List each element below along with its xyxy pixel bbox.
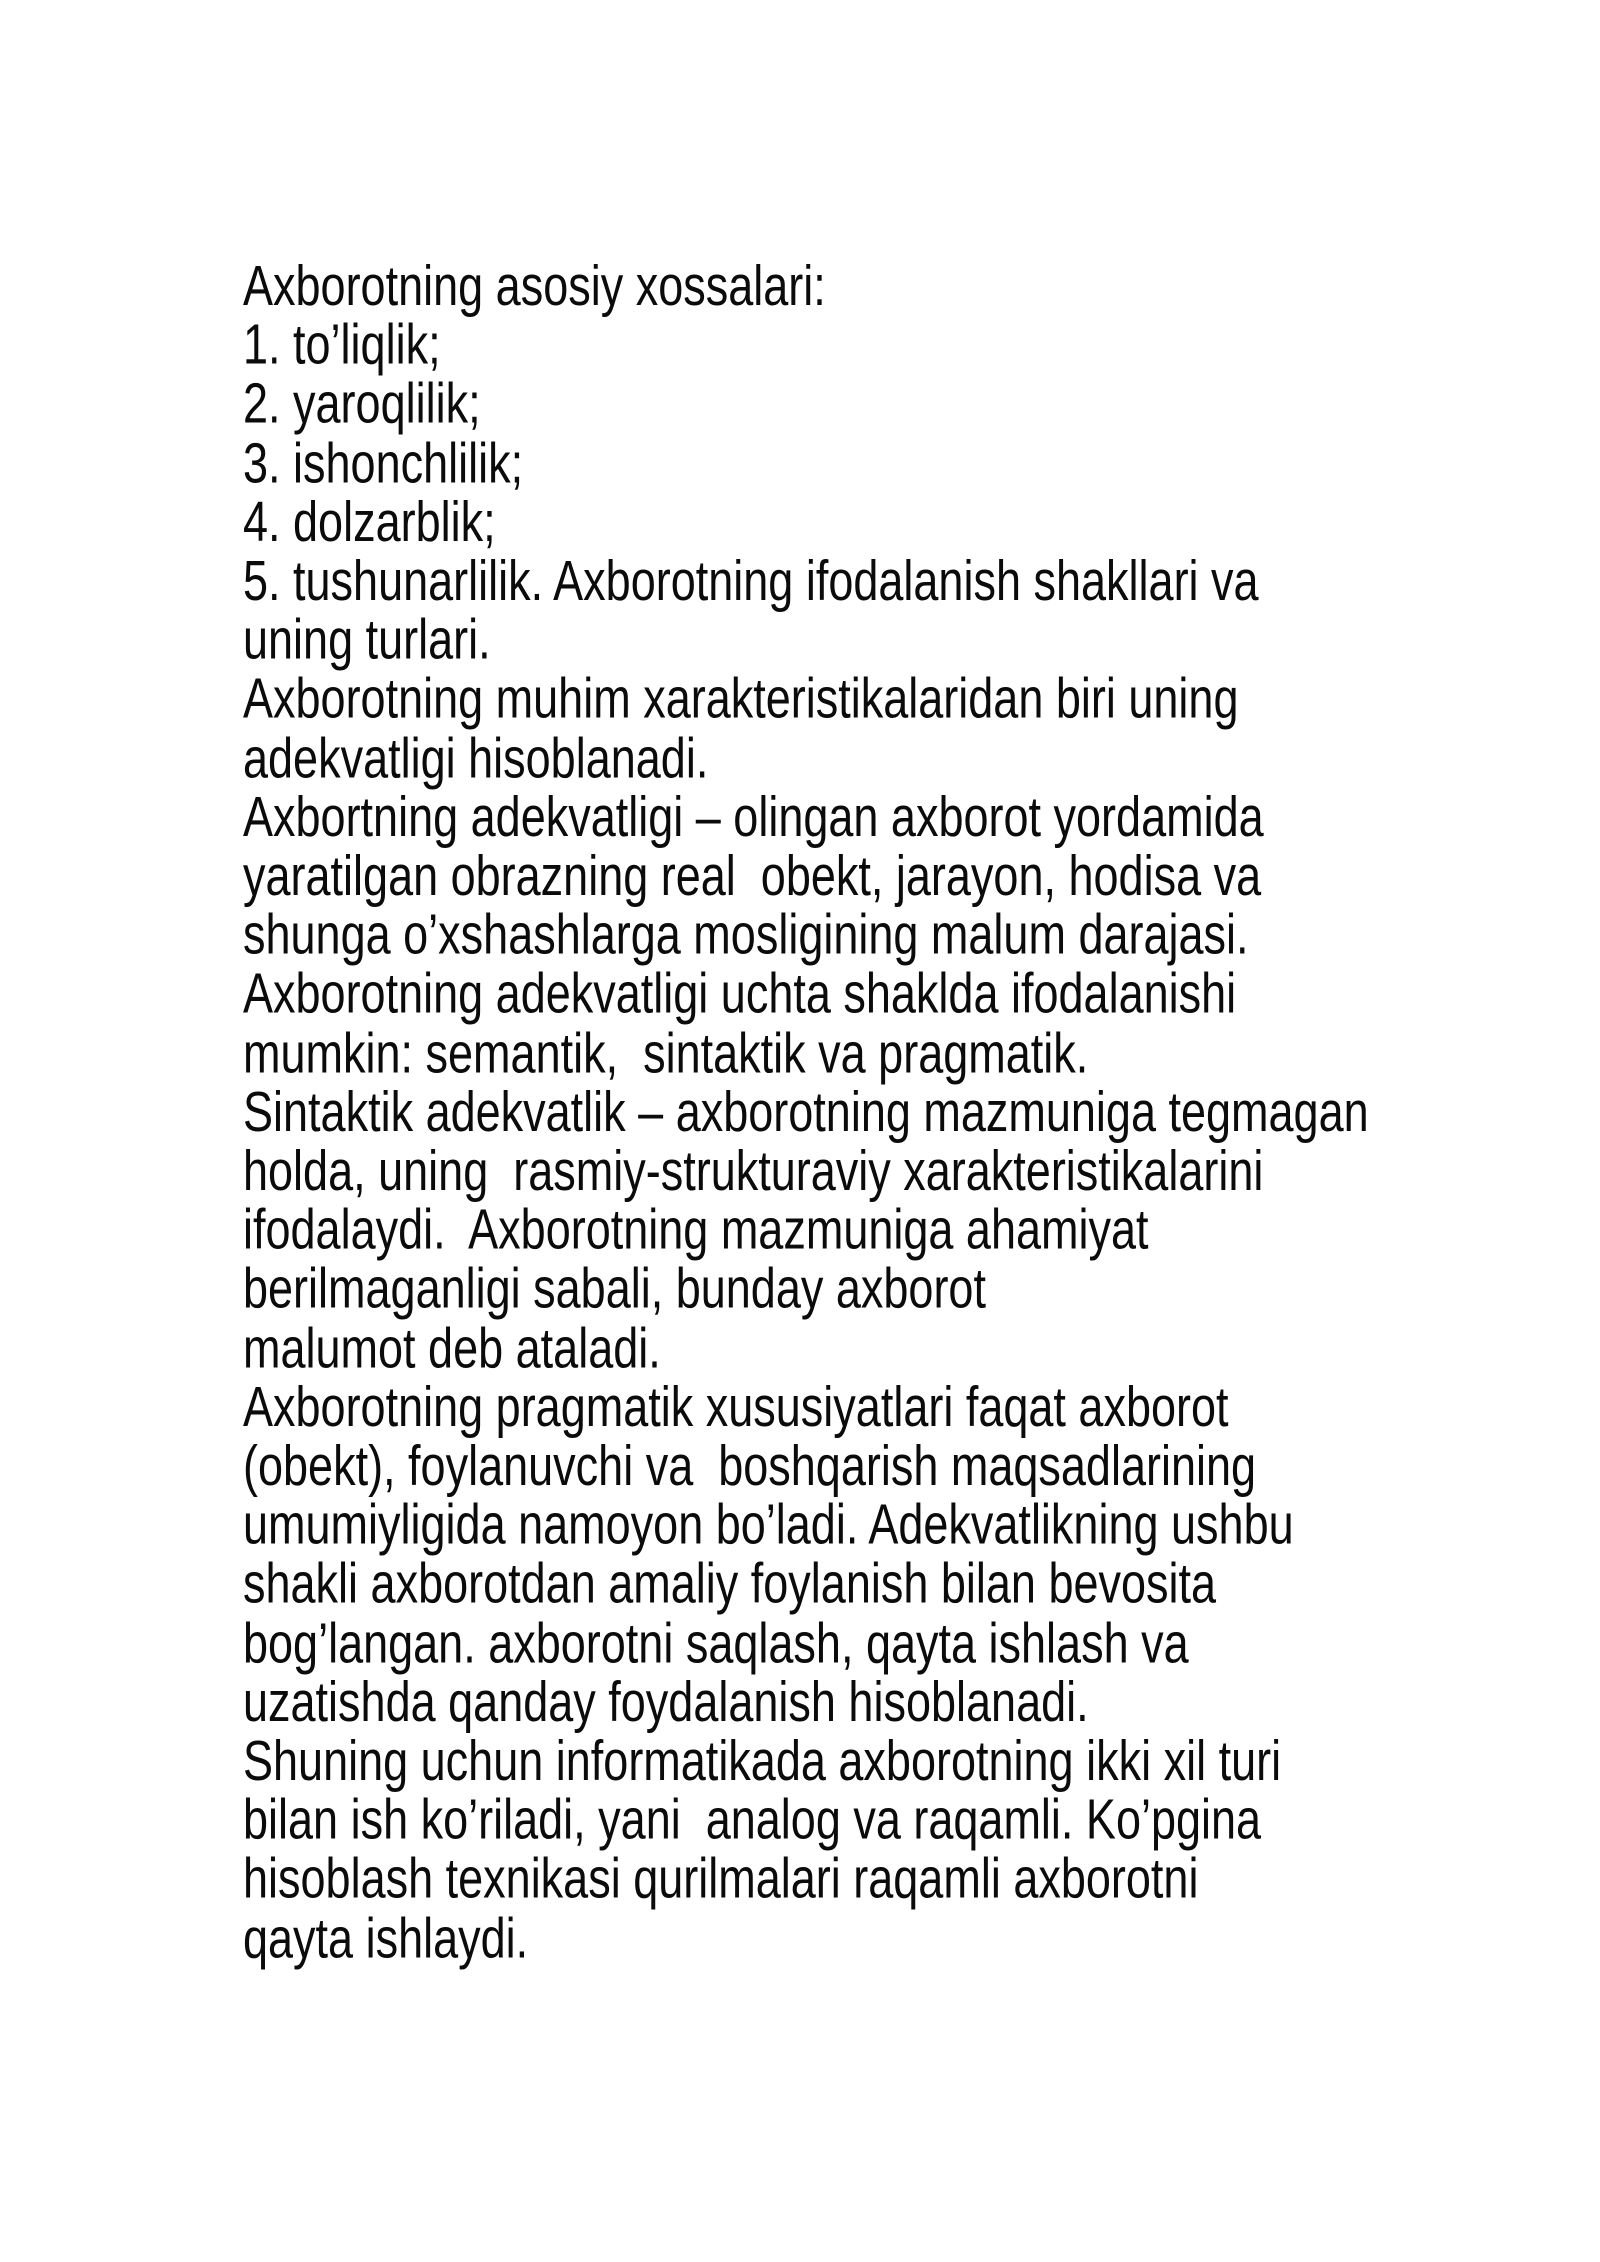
text-line: holda, uning rasmiy-strukturaviy xarakteristikalarini [243,1138,1264,1203]
document-text [243,253,1443,1970]
text-line: umumiyligida namoyon bo’ladi. Adekvatlikning ushbu [243,1492,1294,1557]
text-line: mumkin: semantik, sintaktik va pragmatik. [243,1020,1089,1085]
text-line: Shuning uchun informatikada axborotning ikki xil turi [243,1728,1282,1793]
text-line: uzatishda qanday foydalanish hisoblanadi. [243,1669,1089,1734]
text-line: 4. dolzarblik; [243,489,496,554]
text-line: Axborotning adekvatligi uchta shaklda ifodalanishi [243,961,1237,1026]
text-line: 5. tushunarlilik. Axborotning ifodalanish shakllari va [243,548,1259,613]
text-line: ifodalaydi. Axborotning mazmuniga ahamiyat [243,1197,1149,1262]
text-line: 1. to’liqlik; [243,312,441,377]
text-line: qayta ishlaydi. [243,1905,529,1970]
text-line: Axborotning pragmatik xususiyatlari faqat axborot [243,1374,1229,1439]
text-line: malumot deb ataladi. [243,1315,661,1380]
text-line: shakli axborotdan amaliy foylanish bilan bevosita [243,1551,1217,1616]
text-line: hisoblash texnikasi qurilmalari raqamli axborotni [243,1846,1199,1911]
text-line: yaratilgan obrazning real obekt, jarayon, hodisa va [243,843,1262,908]
text-line: (obekt), foylanuvchi va boshqarish maqsadlarining [243,1433,1257,1498]
text-line: Axborotning muhim xarakteristikalaridan biri uning [243,666,1239,731]
text-line: shunga o’xshashlarga mosligining malum darajasi. [243,902,1249,967]
text-line: Axborotning asosiy xossalari: [243,253,826,318]
text-line: bilan ish ko’riladi, yani analog va raqamli. Ko’pgina [243,1787,1262,1852]
text-line: adekvatligi hisoblanadi. [243,725,709,790]
text-line: 3. ishonchlilik; [243,430,524,495]
text-line: bog’langan. axborotni saqlash, qayta ishlash va [243,1610,1189,1675]
text-line: 2. yaroqlilik; [243,371,481,436]
text-line: Axbortning adekvatligi – olingan axborot yordamida [243,784,1264,849]
text-line: berilmaganligi sabali, bunday axborot [243,1256,986,1321]
text-line: Sintaktik adekvatlik – axborotning mazmuniga tegmagan [243,1079,1369,1144]
text-line: uning turlari. [243,607,491,672]
